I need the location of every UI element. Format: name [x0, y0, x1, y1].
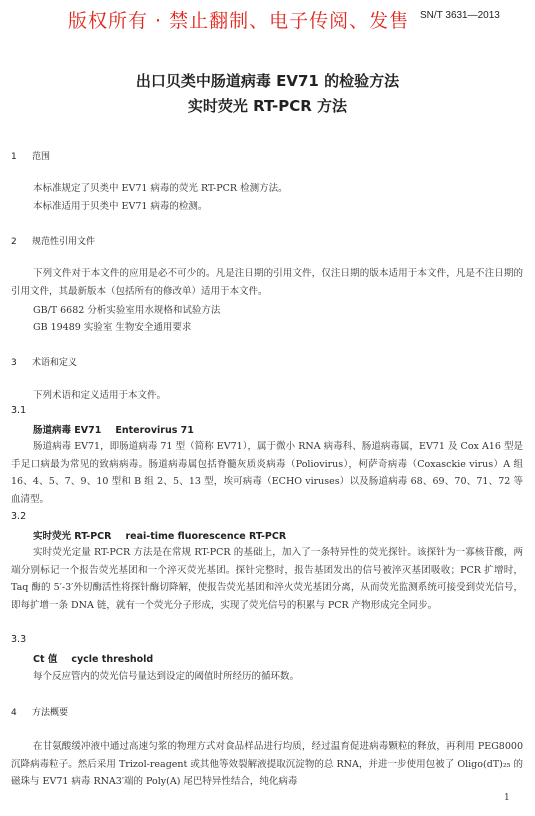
section-3-heading [11, 355, 77, 368]
copyright-watermark: 版权所有 · 禁止翻制、电子传阅、发售 [68, 10, 410, 32]
method-summary: 在甘氨酸缓冲液中通过高速匀浆的物理方式对食品样品进行均质，经过温育促进病毒颗粒的释放，再利用 PEG8000 沉降病毒粒子。然后采用 Trizol-reagent 或其他等效裂解液提取沉淀物的总 RNA，并进一步使用包被了 Oligo(dT)₂₅ 的磁珠与 EV71 病毒 RNA3′端的 Poly(A) 尾巴特异性结合，纯化病毒 [11, 741, 523, 788]
section-1-heading [11, 149, 50, 162]
title-line-2: 实时荧光 RT-PCR 方法 [187, 97, 348, 115]
term-cn: Ct 值 [33, 654, 58, 665]
reference-item: GB/T 6682 分析实验室用水规格和试验方法 [33, 305, 221, 316]
term-en: cycle threshold [71, 654, 154, 665]
title-line-1: 出口贝类中肠道病毒 EV71 的检验方法 [135, 72, 400, 90]
section-title: 规范性引用文件 [32, 237, 96, 247]
page-number: 1 [504, 793, 510, 803]
clause-number: 3.1 [11, 405, 27, 416]
scope-line-2: 本标准适用于贝类中 EV71 病毒的检测。 [33, 201, 208, 212]
clause-number: 3.3 [11, 634, 27, 645]
term-cn: 肠道病毒 EV71 [33, 425, 102, 436]
term-heading [33, 422, 194, 436]
section-number: 4 [11, 708, 17, 718]
standard-number: SN/T 3631—2013 [420, 10, 500, 21]
reference-item: GB 19489 实验室 生物安全通用要求 [33, 322, 192, 333]
term-en: Enterovirus 71 [115, 425, 194, 436]
section-title: 方法概要 [32, 708, 69, 718]
section-2-heading [11, 234, 95, 247]
term-cn: 实时荧光 RT-PCR [33, 531, 112, 542]
scope-line-1: 本标准规定了贝类中 EV71 病毒的荧光 RT-PCR 检测方法。 [33, 183, 288, 194]
section-4-heading [11, 705, 68, 718]
references-intro: 下列文件对于本文件的应用是必不可少的。凡是注日期的引用文件，仅注日期的版本适用于本文件，凡是不注日期的引用文件，其最新版本（包括所有的修改单）适用于本文件。 [11, 268, 523, 297]
section-number: 3 [11, 358, 17, 368]
clause-number: 3.2 [11, 511, 27, 522]
section-title: 范围 [32, 152, 51, 162]
term-definition: 每个反应管内的荧光信号量达到设定的阈值时所经历的循环数。 [33, 671, 300, 682]
term-heading [33, 651, 153, 665]
term-heading [33, 528, 286, 542]
term-definition: 实时荧光定量 RT-PCR 方法是在常规 RT-PCR 的基础上，加入了一条特异性的荧光探针。该探针为一寡核苷酸，两端分别标记一个报告荧光基团和一个淬灭荧光基团。探针完整时，报告基团发出的信号被淬灭基团吸收；PCR 扩增时，Taq 酶的 5′-3′外切酶活性将探针酶切降解，使报告荧光基团和淬火荧光基团分离，从而荧光监测系统可接受到荧光信号，即每扩增一条 DNA 链，就有一个荧光分子形成，实现了荧光信号的积累与 PCR 产物形成完全同步。 [11, 547, 523, 611]
section-title: 术语和定义 [32, 358, 78, 368]
term-definition: 肠道病毒 EV71，即肠道病毒 71 型（简称 EV71），属于微小 RNA 病毒科、肠道病毒属，EV71 及 Cox A16 型是手足口病最为常见的致病病毒。肠道病毒属包括脊髓灰质炎病毒（Poliovirus），柯萨奇病毒（Coxasckie virus）A 组 16、4、5、7、9、10 型和 B 组 2、5、13 型，埃可病毒（ECHO viruses）以及肠道病毒 68、69、70、71、72 等血清型。 [11, 441, 523, 505]
term-en: reai-time fluorescence RT-PCR [125, 531, 287, 542]
section-number: 1 [11, 152, 17, 162]
section-number: 2 [11, 237, 17, 247]
terms-intro: 下列术语和定义适用于本文件。 [33, 390, 167, 401]
